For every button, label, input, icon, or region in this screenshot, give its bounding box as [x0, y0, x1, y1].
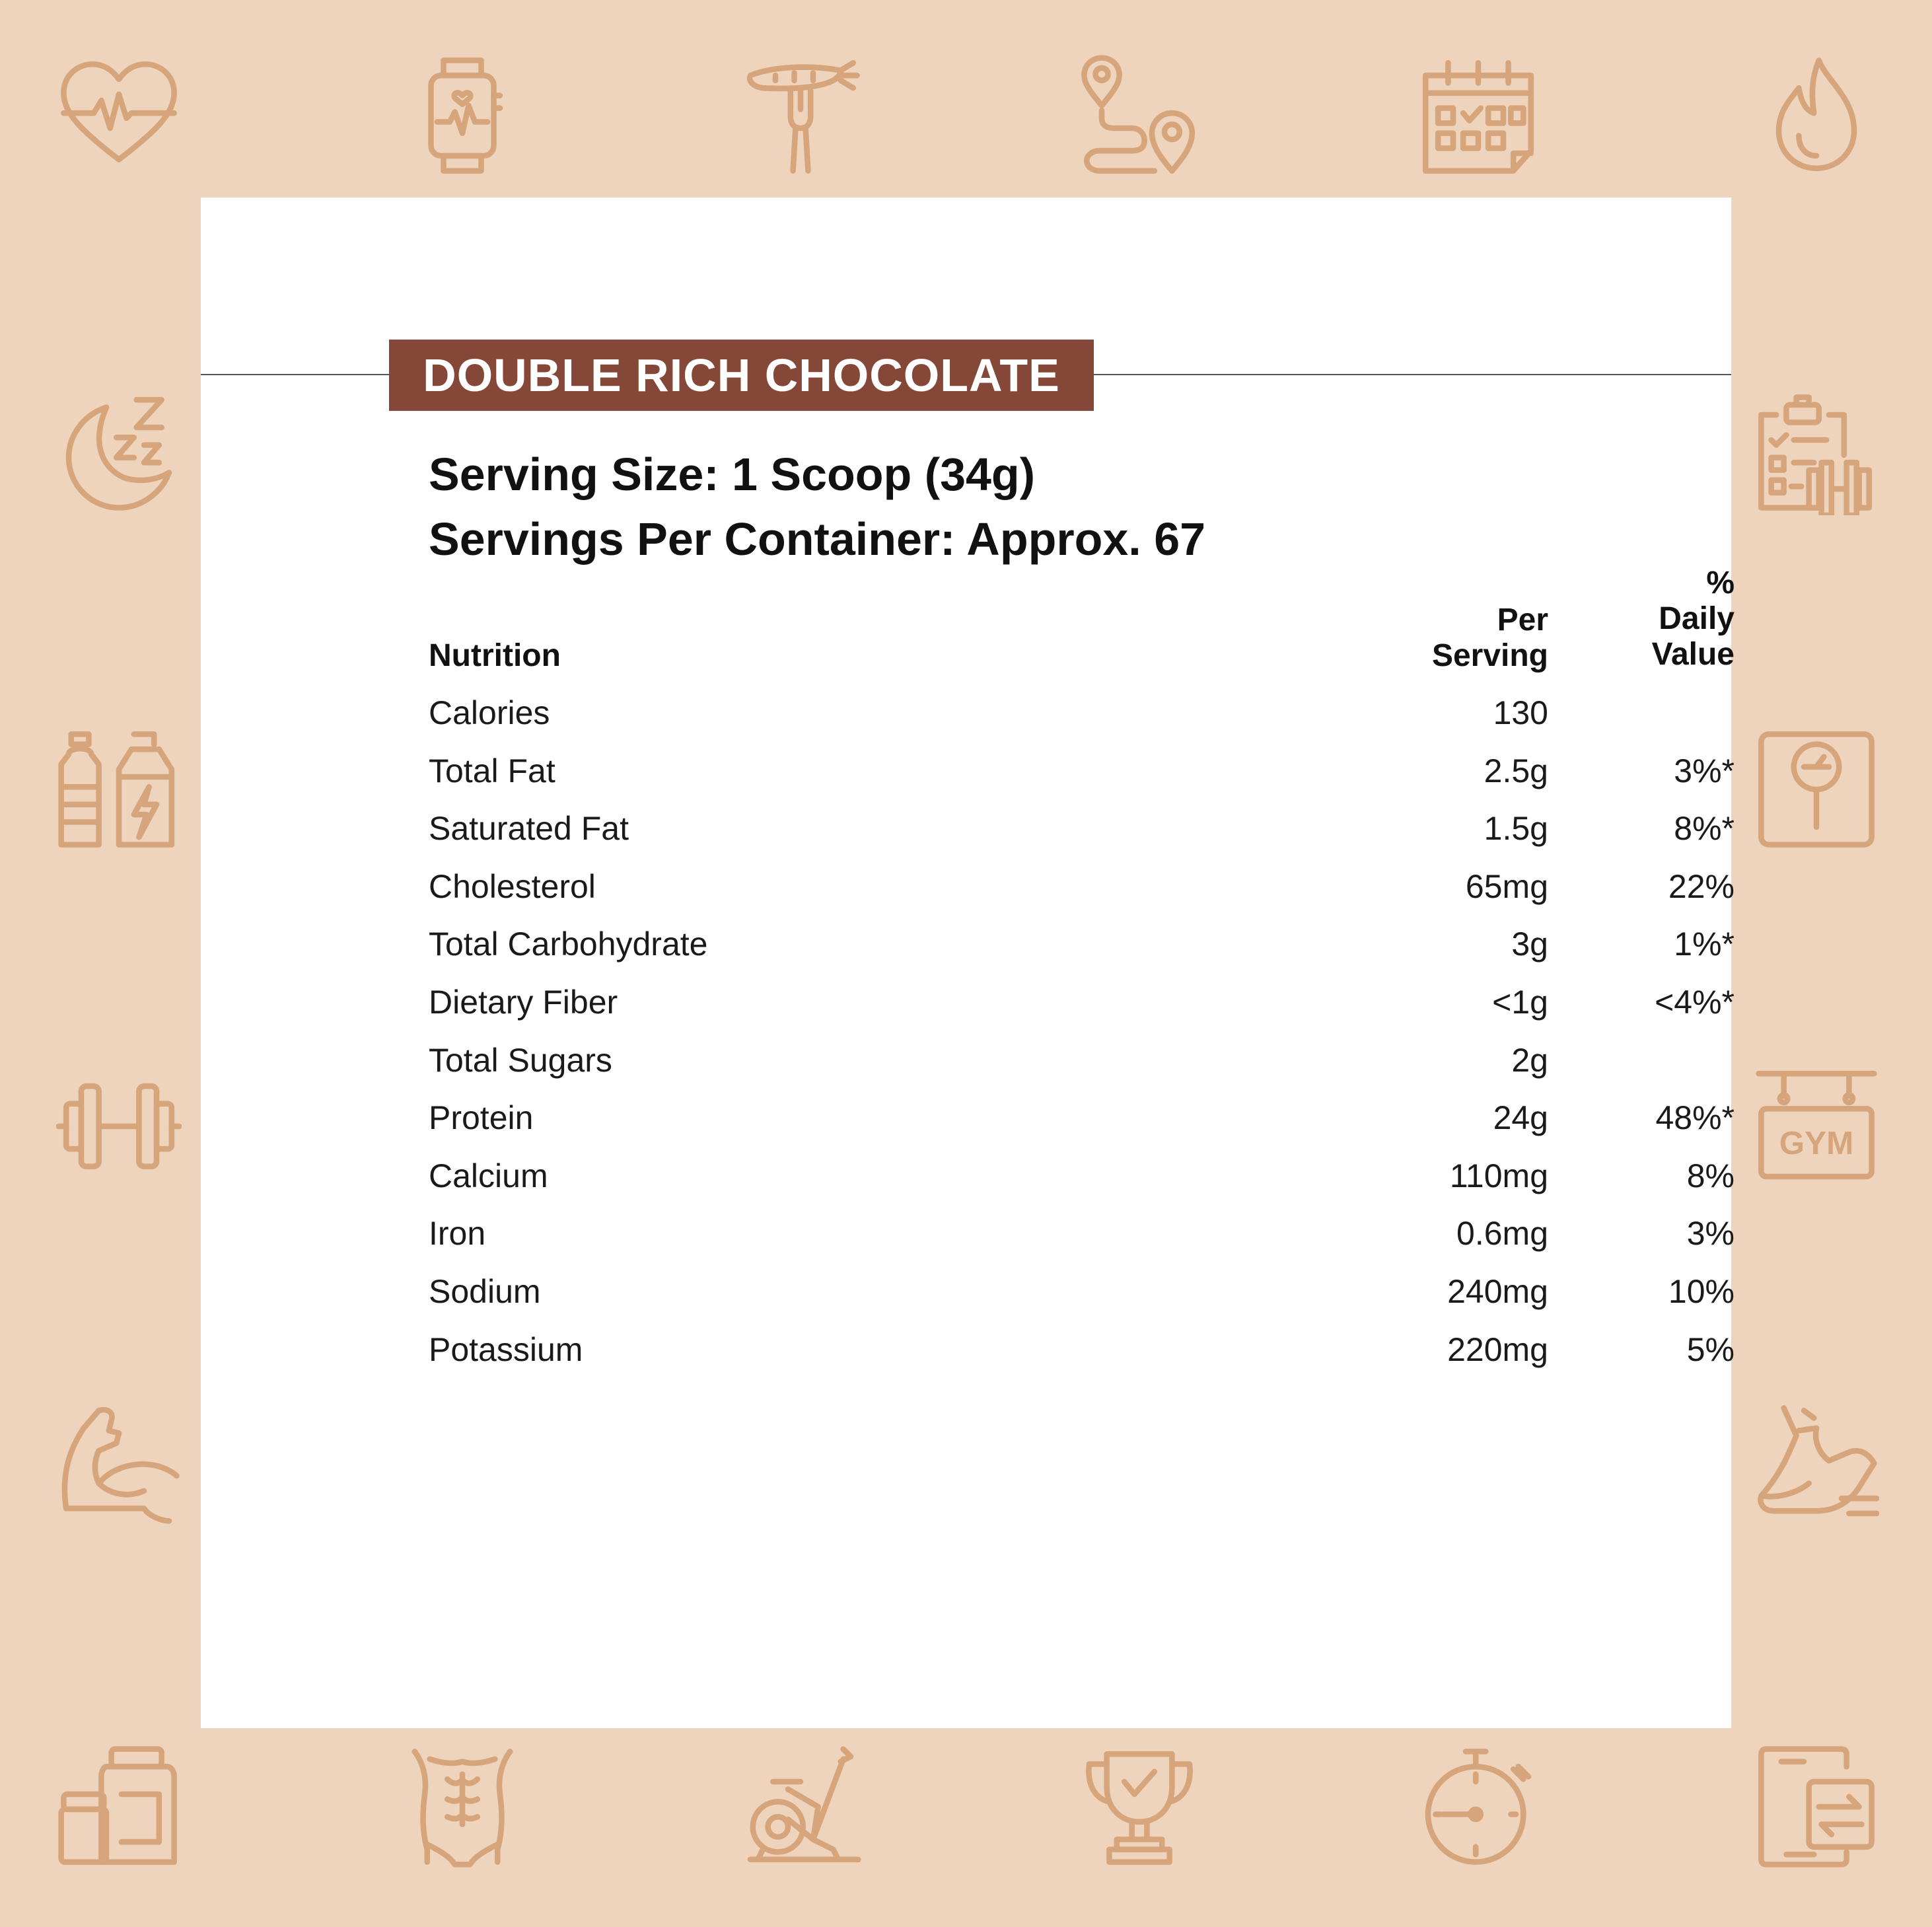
phone-transfer-icon	[1754, 1744, 1879, 1870]
nutrient-amount: 1.5g	[1484, 810, 1548, 848]
table-row	[429, 1321, 1735, 1379]
nutrient-amount: 65mg	[1465, 867, 1548, 905]
nutrient-amount: 110mg	[1449, 1157, 1548, 1194]
nutrient-daily-value: 3%*	[1674, 752, 1735, 789]
table-row	[429, 743, 1735, 801]
nutrient-amount: 240mg	[1447, 1272, 1548, 1310]
dumbbell-icon	[56, 1064, 182, 1189]
torso-abs-icon	[400, 1744, 525, 1870]
nutrient-name: Dietary Fiber	[429, 983, 618, 1021]
moon-sleep-icon	[56, 390, 182, 515]
supplement-jars-icon	[56, 1744, 182, 1870]
calendar-icon	[1415, 53, 1541, 178]
stopwatch-icon	[1415, 1744, 1541, 1870]
header-daily-value	[1522, 565, 1735, 673]
nutrient-amount: 0.6mg	[1456, 1215, 1548, 1253]
nutrition-card	[201, 198, 1735, 1728]
nutrient-name: Total Fat	[429, 752, 555, 789]
route-pin-icon	[1077, 53, 1202, 178]
nutrient-name: Sodium	[429, 1272, 541, 1310]
nutrient-name: Calcium	[429, 1157, 548, 1194]
header-daily-value-line1: %	[1706, 565, 1735, 600]
nutrient-daily-value: 10%	[1668, 1272, 1735, 1310]
servings-per-container: Servings Per Container: Approx. 67	[429, 513, 1206, 565]
serving-info	[429, 442, 1205, 571]
nutrient-daily-value: 8%	[1686, 1157, 1735, 1194]
table-row	[429, 1032, 1735, 1090]
nutrient-daily-value: 22%	[1668, 867, 1735, 905]
nutrient-name: Calories	[429, 694, 550, 731]
exercise-bike-icon	[738, 1744, 863, 1870]
serving-size: Serving Size: 1 Scoop (34g)	[429, 449, 1035, 500]
trophy-icon	[1077, 1744, 1202, 1870]
nutrient-amount: 220mg	[1447, 1330, 1548, 1368]
header-per-serving	[1258, 602, 1548, 674]
nutrient-name: Saturated Fat	[429, 810, 629, 848]
nutrient-amount: 130	[1493, 694, 1548, 731]
nutrient-amount: <1g	[1492, 983, 1548, 1021]
table-row	[429, 1205, 1735, 1263]
product-title: DOUBLE RICH CHOCOLATE	[423, 349, 1060, 401]
header-per-serving-line1: Per	[1497, 602, 1548, 637]
flexed-arm-icon	[56, 1400, 182, 1526]
nutrient-name: Iron	[429, 1215, 486, 1253]
header-nutrition: Nutrition	[429, 638, 561, 673]
title-banner	[389, 340, 1094, 411]
header-daily-value-line2: Daily	[1659, 601, 1735, 636]
table-row	[429, 974, 1735, 1032]
table-row	[429, 858, 1735, 916]
nutrition-table	[429, 684, 1735, 1379]
table-row	[429, 1089, 1735, 1147]
gym-sign-icon	[1754, 1064, 1879, 1189]
table-row	[429, 800, 1735, 858]
nutrient-daily-value: 8%*	[1674, 810, 1735, 848]
clipboard-dumbbell-icon	[1754, 390, 1879, 515]
nutrient-name: Potassium	[429, 1330, 583, 1368]
nutrient-name: Total Sugars	[429, 1041, 612, 1079]
nutrient-amount: 3g	[1511, 926, 1548, 963]
nutrient-amount: 2.5g	[1484, 752, 1548, 789]
nutrient-daily-value: <4%*	[1655, 983, 1735, 1021]
weight-scale-icon	[1754, 727, 1879, 852]
table-row	[429, 1263, 1735, 1321]
nutrient-amount: 24g	[1493, 1099, 1548, 1137]
nutrient-daily-value: 5%	[1686, 1330, 1735, 1368]
nutrient-name: Protein	[429, 1099, 534, 1137]
table-row	[429, 684, 1735, 743]
header-per-serving-line2: Serving	[1431, 638, 1548, 673]
water-bottles-icon	[56, 727, 182, 852]
nutrient-daily-value: 1%*	[1674, 926, 1735, 963]
table-row	[429, 1147, 1735, 1206]
nutrient-daily-value: 48%*	[1655, 1099, 1735, 1137]
nutrient-daily-value: 3%	[1686, 1215, 1735, 1253]
running-shoe-icon	[1754, 1400, 1879, 1526]
flame-icon	[1754, 53, 1879, 178]
header-daily-value-line3: Value	[1651, 637, 1735, 672]
table-row	[429, 916, 1735, 974]
nutrient-amount: 2g	[1511, 1041, 1548, 1079]
heart-rate-icon	[56, 53, 182, 178]
smartwatch-icon	[400, 53, 525, 178]
nutrient-name: Total Carbohydrate	[429, 926, 708, 963]
gym-sign-text: GYM	[1779, 1124, 1854, 1161]
carrot-fork-icon	[738, 53, 863, 178]
nutrient-name: Cholesterol	[429, 867, 596, 905]
